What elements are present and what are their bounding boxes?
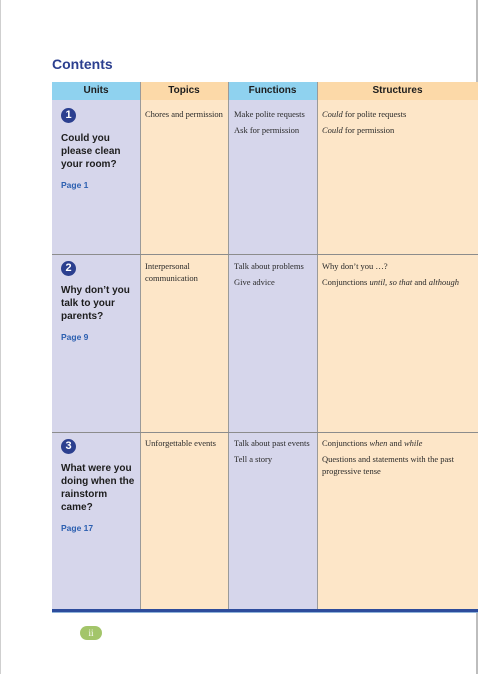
row-divider — [52, 254, 478, 255]
header-structures: Structures — [317, 82, 478, 100]
column-divider — [228, 82, 229, 611]
header-functions: Functions — [228, 82, 317, 100]
page-title: Contents — [52, 56, 113, 72]
header-units: Units — [52, 82, 140, 100]
topics-column — [140, 82, 228, 611]
unit-number-badge: 1 — [61, 108, 76, 123]
column-divider — [317, 82, 318, 611]
structures-column — [317, 82, 478, 611]
header-topics: Topics — [140, 82, 228, 100]
unit-number-badge: 3 — [61, 439, 76, 454]
unit-title: What were you doing when the rainstorm came? — [61, 463, 135, 513]
unit-structures — [322, 108, 472, 136]
page-number-badge: ii — [80, 626, 102, 640]
function-item: Tell a story — [234, 454, 273, 464]
function-item: Give advice — [234, 277, 275, 287]
structure-item: Conjunctions when and while — [322, 438, 423, 448]
contents-table — [52, 82, 478, 613]
unit-topics: Unforgettable events — [145, 438, 216, 448]
structure-item: Could for polite requests — [322, 109, 407, 119]
row-divider — [52, 432, 478, 433]
unit-functions — [234, 108, 316, 136]
unit-page-link[interactable]: Page 1 — [61, 180, 89, 190]
unit-number-badge: 2 — [61, 261, 76, 276]
table-bottom-rule — [52, 612, 478, 613]
functions-column — [228, 82, 317, 611]
page-edge — [0, 0, 1, 674]
unit-structures — [322, 437, 472, 477]
unit-page-link[interactable]: Page 9 — [61, 332, 89, 342]
column-divider — [140, 82, 141, 611]
function-item: Ask for permission — [234, 125, 300, 135]
unit-title: Could you please clean your room? — [61, 133, 121, 170]
structure-item: Questions and statements with the past progressive tense — [322, 454, 454, 476]
unit-functions — [234, 437, 316, 465]
function-item: Make polite requests — [234, 109, 305, 119]
unit-title: Why don’t you talk to your parents? — [61, 285, 130, 322]
function-item: Talk about problems — [234, 261, 304, 271]
structure-item: Conjunctions until, so that and although — [322, 277, 459, 287]
unit-page-link[interactable]: Page 17 — [61, 523, 94, 533]
unit-topics: Interpersonal communication — [145, 261, 198, 283]
unit-structures — [322, 260, 472, 288]
unit-functions — [234, 260, 316, 288]
structure-item: Could for permission — [322, 125, 395, 135]
function-item: Talk about past events — [234, 438, 310, 448]
structure-item: Why don’t you …? — [322, 261, 388, 271]
unit-topics: Chores and permission — [145, 109, 223, 119]
